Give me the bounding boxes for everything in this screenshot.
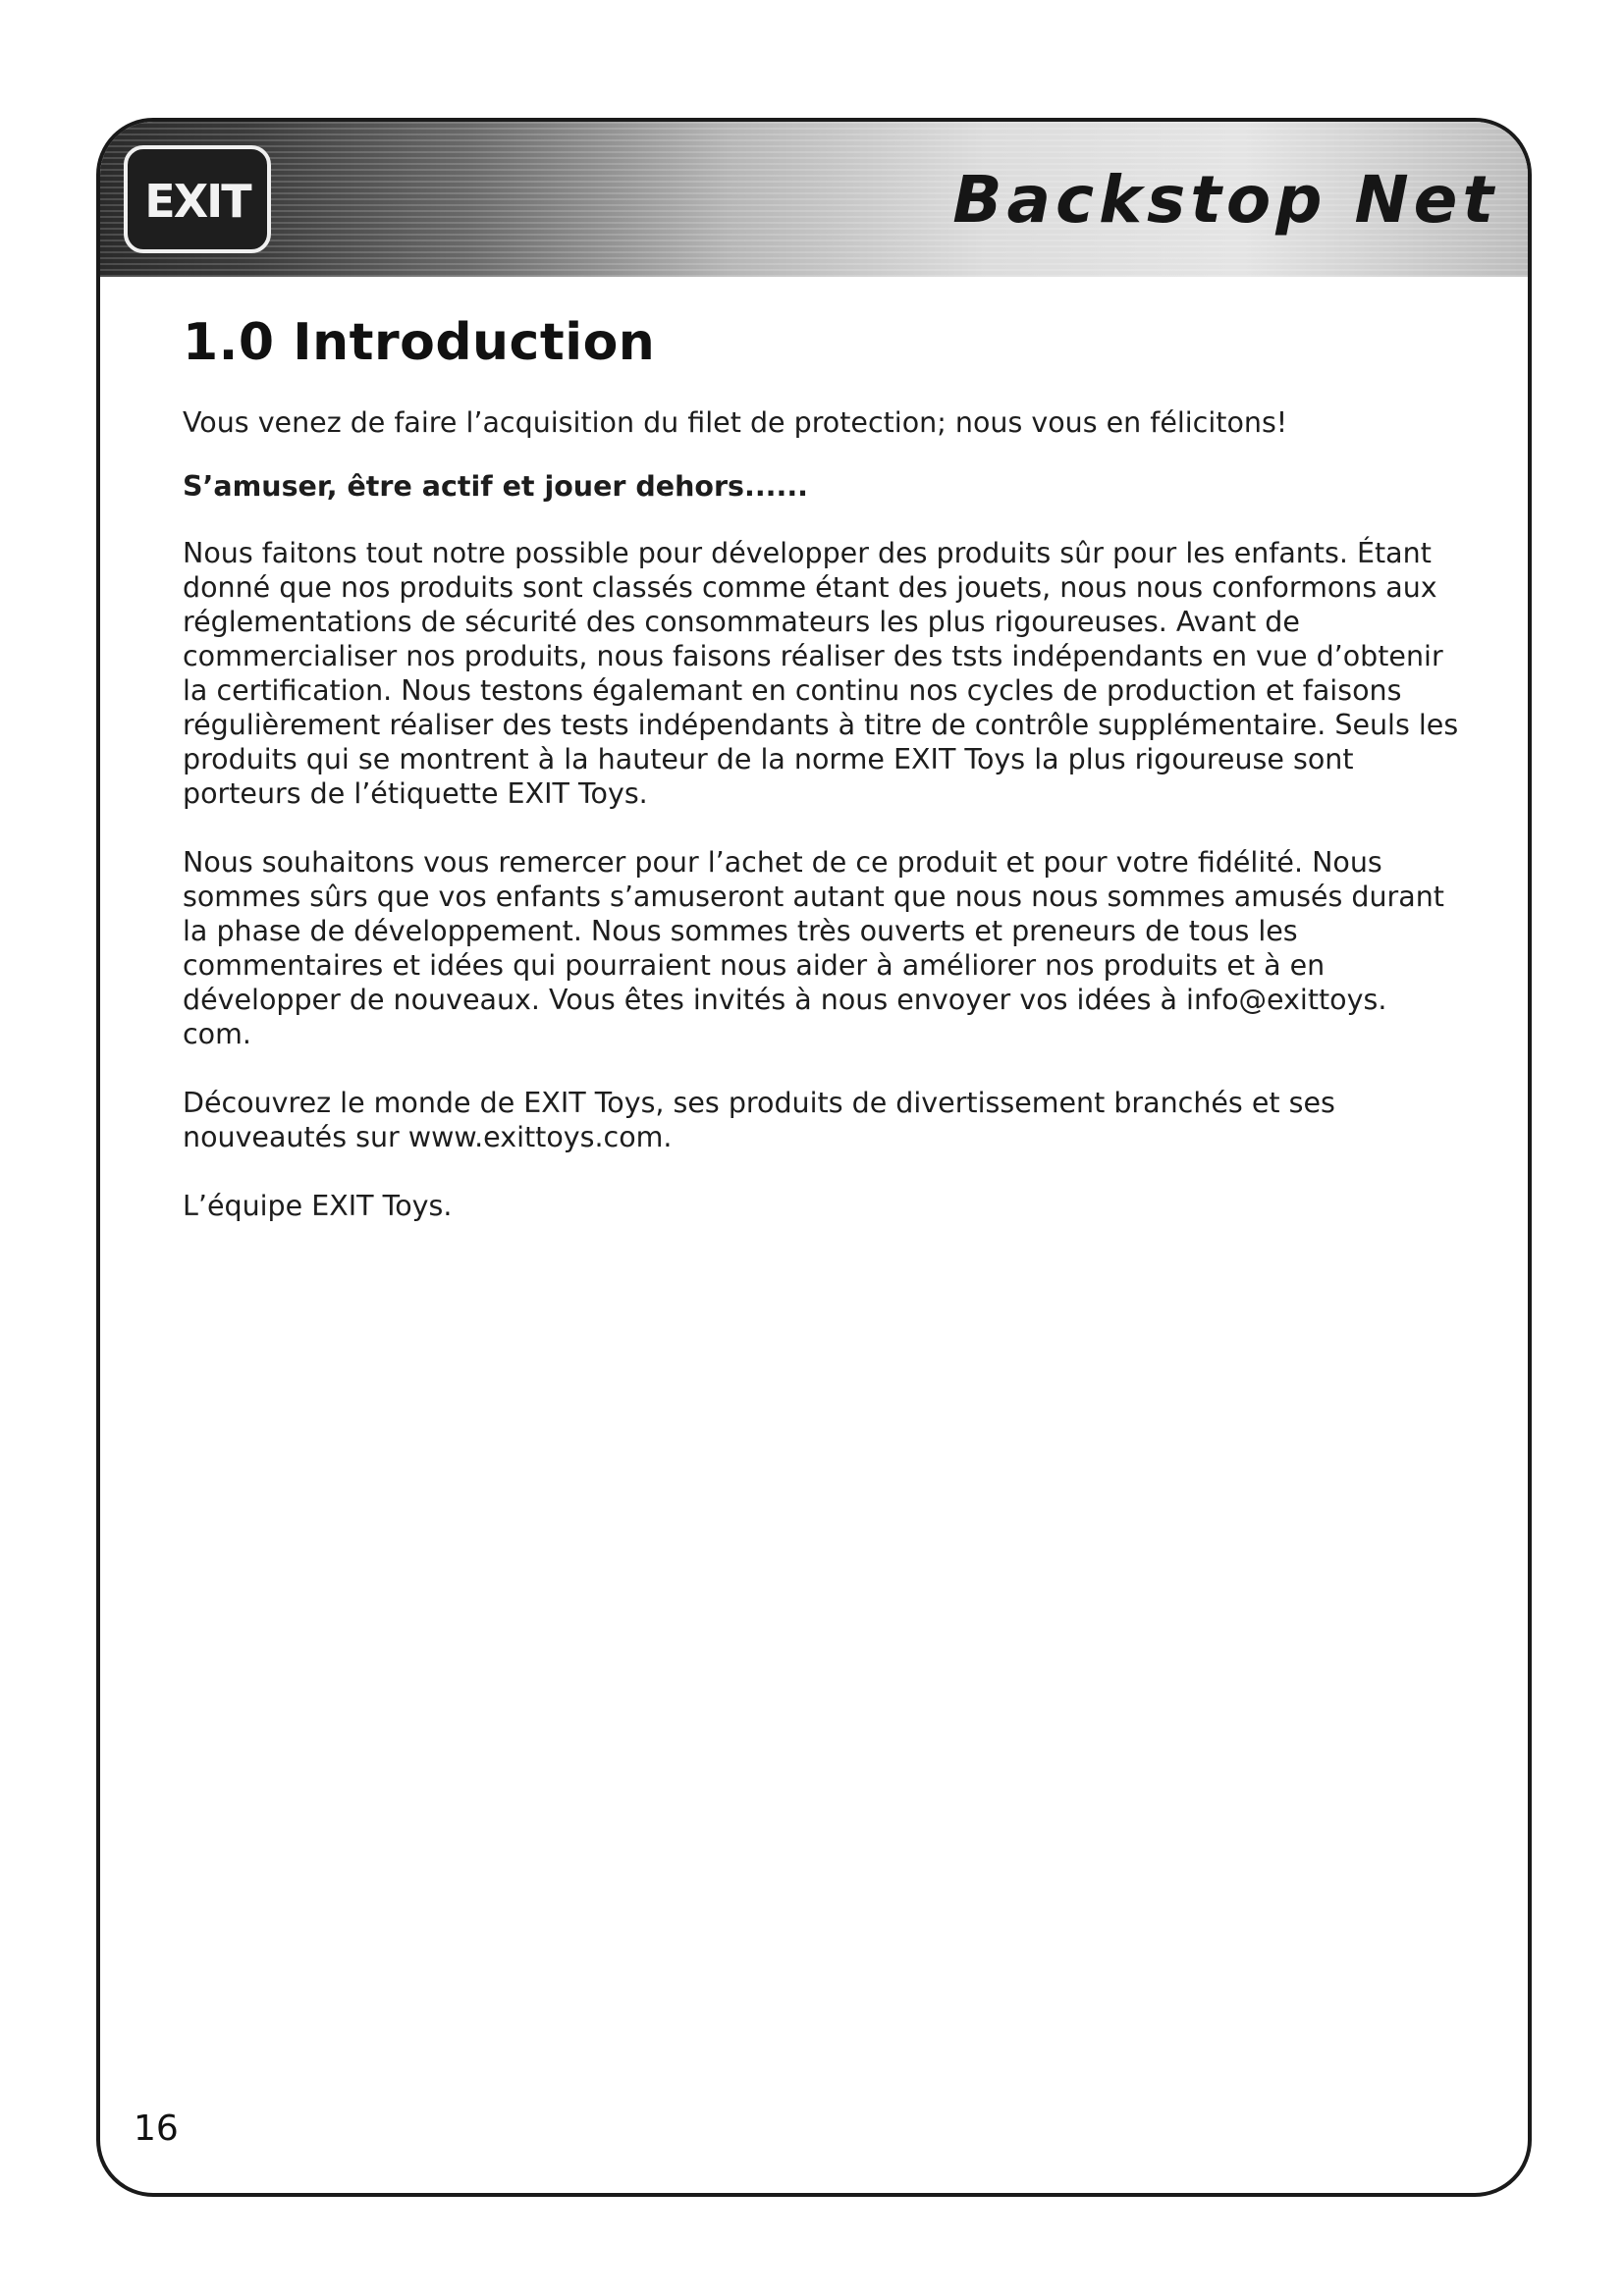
signature: L’équipe EXIT Toys. bbox=[183, 1190, 453, 1222]
logo-text: EXIT bbox=[144, 175, 250, 228]
paragraph-2: Nous souhaitons vous remercer pour l’achet de ce produit et pour votre fidélité. Nous sommes sûrs que vos enfants s’amuseront autant que nous nous sommes amusés durant la phase de développement. Nous sommes très ouverts et preneurs de tous les commentaires et idées qui pourraient nous aider à améliorer nos produits et à en développer de nouveaux. Vous êtes invités à nous envoyer vos idées à info@exittoys. com. bbox=[183, 846, 1444, 1050]
product-title bbox=[760, 163, 1506, 241]
paragraph-1: Nous faitons tout notre possible pour développer des produits sûr pour les enfants. Étant donné que nos produits sont classés comme étant des jouets, nous nous conformons aux réglementations de sécurité des consommateurs les plus rigoureuses. Avant de commercialiser nos produits, nous faisons réaliser des tsts indépendants en vue d’obtenir la certification. Nous testons égalemant en continu nos cycles de production et faisons régulièrement réaliser des tests indépendants à titre de contrôle supplémentaire. Seuls les produits qui se montrent à la hauteur de la norme EXIT Toys la plus rigoureuse sont porteurs de l’étiquette EXIT Toys. bbox=[183, 537, 1459, 810]
exit-logo-mark bbox=[138, 160, 256, 239]
paragraph-3: Découvrez le monde de EXIT Toys, ses produits de divertissement branchés et ses nouveautés sur www.exittoys.com. bbox=[183, 1087, 1335, 1153]
header-band bbox=[100, 122, 1528, 277]
product-title-text: Backstop Net bbox=[952, 163, 1498, 238]
page-frame bbox=[96, 118, 1532, 2197]
product-title-graphic bbox=[760, 163, 1506, 241]
section-title: 1.0 Introduction bbox=[183, 313, 656, 372]
intro-text: Vous venez de faire l’acquisition du filet de protection; nous vous en félicitons! bbox=[183, 406, 1288, 439]
exit-logo bbox=[124, 145, 271, 253]
content bbox=[183, 313, 1459, 1223]
page-number: 16 bbox=[134, 2109, 179, 2149]
tagline: S’amuser, être actif et jouer dehors...... bbox=[183, 470, 808, 503]
